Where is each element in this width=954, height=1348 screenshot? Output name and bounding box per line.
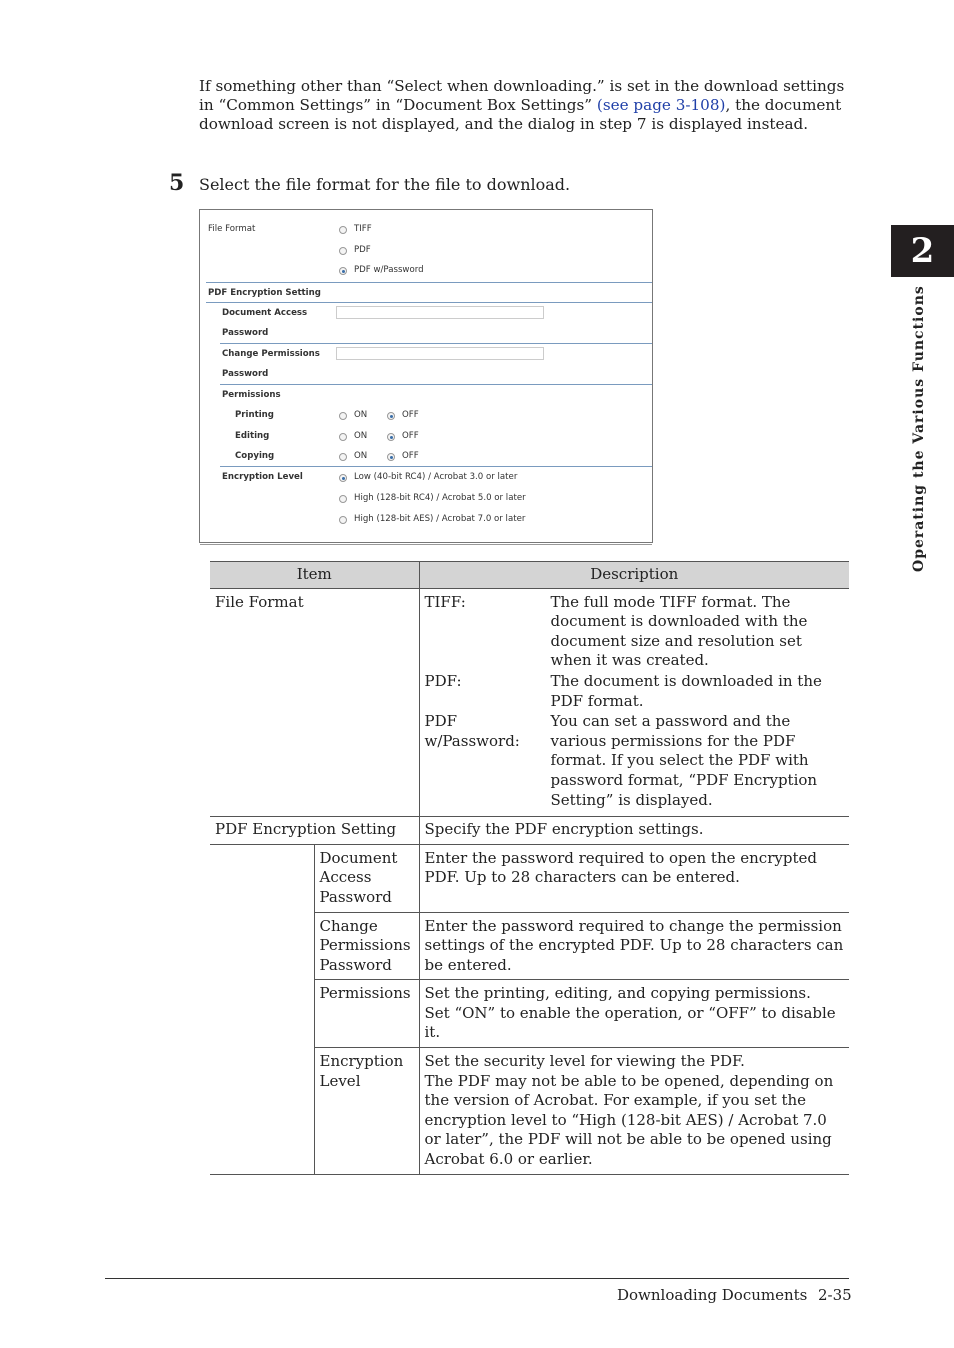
file-format-description — [419, 588, 849, 817]
editing-on-radio[interactable] — [339, 433, 347, 441]
pdf-encryption-description: Specify the PDF encryption settings. — [419, 817, 849, 845]
intro-text: If something other than “Select when downloading.” is set in the download settings in “Common Settings” in “Document Box Settings” — [199, 77, 845, 115]
change-permissions-password-input[interactable] — [336, 347, 544, 360]
page-reference-link[interactable]: (see page 3-108) — [596, 96, 726, 115]
document-access-password-input[interactable] — [336, 306, 544, 319]
option-pdf: PDF — [354, 245, 371, 255]
on-label: ON — [354, 410, 368, 420]
encryption-desc-line1: Set the security level for viewing the PDF. — [424, 1052, 745, 1071]
item-encryption-level: Encryption Level — [314, 1048, 419, 1175]
divider — [206, 302, 652, 303]
printing-on-radio[interactable] — [339, 412, 347, 420]
file-format-label: File Format — [208, 224, 256, 234]
intro-paragraph — [199, 77, 851, 135]
step-number: 5 — [169, 170, 185, 196]
header-description: Description — [419, 562, 849, 589]
option-pdf-password: PDF w/Password — [354, 265, 424, 275]
indent-cell — [210, 844, 314, 1174]
intro-text-end: , the document download screen is not displayed, and the dialog in step 7 is displayed instead. — [199, 96, 842, 134]
off-label: OFF — [402, 451, 419, 461]
desc-pdf-password: You can set a password and the various permissions for the PDF format. If you select the PDF with password format, “PDF Encryption Setting” is displayed. — [550, 712, 818, 809]
item-pdf-encryption: PDF Encryption Setting — [210, 817, 419, 845]
permissions-label: Permissions — [222, 390, 281, 400]
radio-tiff[interactable] — [339, 226, 347, 234]
off-label: OFF — [402, 410, 419, 420]
term-pdf-password: PDF w/Password: — [424, 712, 520, 750]
footer-rule — [105, 1278, 849, 1279]
change-permissions-password-label: Password — [222, 369, 269, 379]
encryption-option-high-rc4: High (128-bit RC4) / Acrobat 5.0 or later — [354, 493, 526, 503]
table-header-row — [210, 562, 849, 589]
encryption-low-radio[interactable] — [339, 474, 347, 482]
document-access-label: Document Access — [222, 308, 308, 318]
table-row — [210, 817, 849, 845]
term-tiff: TIFF: — [424, 592, 466, 611]
document-access-description: Enter the password required to open the encrypted PDF. Up to 28 characters can be entered. — [419, 844, 849, 912]
on-label: ON — [354, 451, 368, 461]
desc-pdf: The document is downloaded in the PDF format. — [550, 671, 822, 710]
encryption-high-aes-radio[interactable] — [339, 516, 347, 524]
editing-off-radio[interactable] — [387, 433, 395, 441]
printing-label: Printing — [235, 410, 274, 420]
chapter-title: Operating the Various Functions — [911, 285, 927, 572]
document-access-password-label: Password — [222, 328, 269, 338]
radio-pdf-password[interactable] — [339, 267, 347, 275]
divider — [220, 343, 652, 344]
permissions-description — [419, 980, 849, 1048]
printing-off-radio[interactable] — [387, 412, 395, 420]
footer-section: Downloading Documents — [617, 1286, 808, 1304]
page-number: 2-35 — [818, 1286, 852, 1304]
download-settings-screenshot — [199, 209, 653, 543]
editing-label: Editing — [235, 431, 270, 441]
pdf-encryption-label: PDF Encryption Setting — [208, 288, 321, 298]
encryption-high-rc4-radio[interactable] — [339, 495, 347, 503]
encryption-option-high-aes: High (128-bit AES) / Acrobat 7.0 or later — [354, 514, 526, 524]
radio-pdf[interactable] — [339, 247, 347, 255]
encryption-option-low: Low (40-bit RC4) / Acrobat 3.0 or later — [354, 472, 518, 482]
permissions-desc-line2: Set “ON” to enable the operation, or “OFF” to disable it. — [424, 1003, 836, 1042]
encryption-desc-line2: The PDF may not be able to be opened, depending on the version of Acrobat. For example, if you set the encryption level to “High (128-bit AES) / Acrobat 7.0 or later”, the PDF will not be able to be opened using Acrobat 6.0 or earlier. — [424, 1071, 834, 1169]
copying-on-radio[interactable] — [339, 453, 347, 461]
change-permissions-description: Enter the password required to change the permission settings of the encrypted PDF. Up to 28 characters can be entered. — [419, 912, 849, 980]
encryption-level-label: Encryption Level — [222, 472, 303, 482]
table-row — [210, 588, 849, 817]
on-label: ON — [354, 431, 368, 441]
item-document-access-password: Document Access Password — [314, 844, 419, 912]
header-item: Item — [210, 562, 419, 589]
chapter-tab: 2 — [891, 225, 954, 277]
table-row — [210, 844, 849, 912]
divider — [220, 384, 652, 385]
step-instruction: Select the file format for the file to download. — [199, 175, 571, 194]
option-tiff: TIFF — [354, 224, 372, 234]
divider — [220, 466, 652, 467]
encryption-level-description — [419, 1048, 849, 1175]
change-permissions-label: Change Permissions — [222, 349, 320, 359]
permissions-desc-line1: Set the printing, editing, and copying permissions. — [424, 984, 811, 1003]
settings-description-table — [210, 561, 849, 1175]
off-label: OFF — [402, 431, 419, 441]
copying-off-radio[interactable] — [387, 453, 395, 461]
item-change-permissions-password: Change Permissions Password — [314, 912, 419, 980]
term-pdf: PDF: — [424, 671, 462, 690]
item-file-format: File Format — [210, 588, 419, 817]
divider — [206, 282, 652, 283]
copying-label: Copying — [235, 451, 275, 461]
item-permissions: Permissions — [314, 980, 419, 1048]
desc-tiff: The full mode TIFF format. The document is downloaded with the document size and resolution set when it was created. — [550, 592, 808, 670]
